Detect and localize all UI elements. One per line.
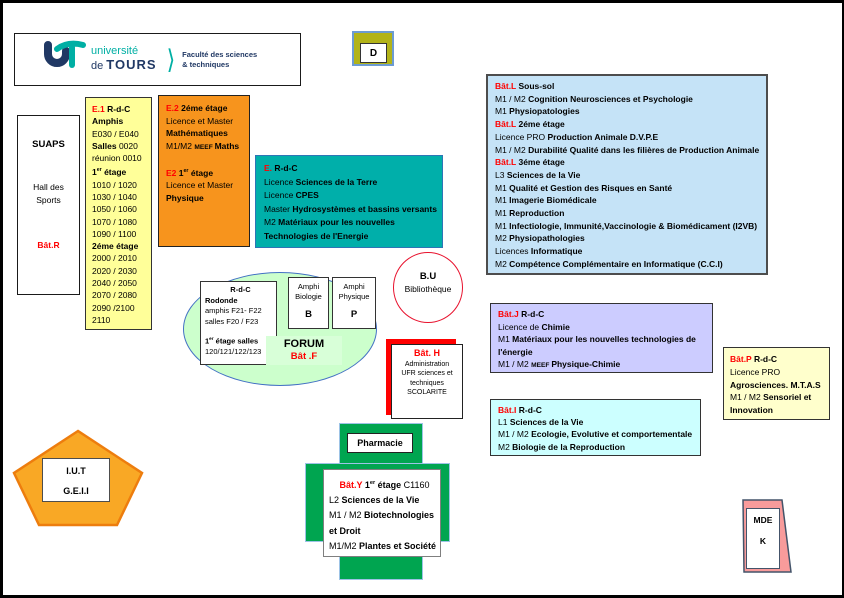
building-l: Bât.L Sous-sol M1 / M2 Cognition Neurosciences et Psychologie M1 Physiopatologies Bât.L 2éme étage Licence PRO Production Animale D.V.P.E M1 / M2 Durabilité Qualité dans les filières de Production Animale Bât.L 3éme étage L3 Sciences de la Vie M1 Qualité et Gestion des Risques en Santé M1 Imagerie Biomédicale M1 Reproduction M1 Infectiologie, Immunité,Vaccinologie & Biomédicament (I2VB) M2 Physiopathologies Licences Informatique M2 Compétence Complémentaire en Informatique (C.C.I) [486,74,768,275]
left-border [0,0,3,598]
faculty-name: Faculté des sciences & techniques [182,50,258,69]
forum-label [266,336,342,365]
building-i: Bât.I R-d-C L1 Sciences de la Vie M1 / M2 Ecologie, Evolutive et comportementale M2 Biologie de la Reproduction [490,399,701,456]
university-logo-banner [14,33,301,86]
pharmacie-label: Pharmacie [347,433,413,453]
building-e2: E.2 2éme étage Licence et Master Mathématiques M1/M2 MEEF Maths E2 1er étage Licence et Master Physique [158,95,250,247]
building-j: Bât.J R-d-C Licence de Chimie M1 Matériaux pour les nouvelles technologies de l'énergie M1 / M2 MEEF Physique-Chimie [490,303,713,373]
building-mde-k: MDE K [746,508,780,569]
logo-universite: université [91,45,139,58]
amphi-physique: Amphi Physique P [332,277,376,329]
building-y: Bât.Y 1er étage C1160 L2 Sciences de la Vie M1 / M2 Biotechnologies et Droit M1/M2 Plantes et Société [323,469,441,557]
top-border [0,0,844,3]
logo-wordmark [91,46,157,72]
building-p: Bât.P R-d-C Licence PRO Agrosciences. M.T.A.S M1 / M2 Sensoriel et Innovation [723,347,830,420]
building-r-suaps: SUAPS Hall des Sports Bât.R [17,115,80,295]
forum-batf-label: Bât .F [290,351,318,362]
logo-de-tours: de TOURS [91,57,157,72]
building-e: E. R-d-C Licence Sciences de la Terre Licence CPES Master Hydrosystèmes et bassins versants M2 Matériaux pour les nouvelles Technologies de l'Energie [255,155,443,248]
building-h: Bât. H Administration UFR sciences et techniques SCOLARITE [391,344,463,419]
forum-title: FORUM [283,338,325,350]
building-iut-geii: I.U.T G.E.I.I [42,458,110,502]
library-bu-circle: B.U Bibliothèque [393,252,463,323]
building-e1: E.1 R-d-C Amphis E030 / E040 Salles 0020 réunion 0010 1er étage 1010 / 1020 1030 / 1040 1050 / 1060 1070 / 1080 1090 / 1100 2éme étage 2000 / 2010 2020 / 2030 2040 / 2050 2070 / 2080 2090 /2100 2110 [85,97,152,330]
forum-rodonde-info: R-d-C Rodonde amphis F21- F22 salles F20 / F23 1er étage salles 120/121/122/123 [200,281,277,365]
amphi-biologie: Amphi Biologie B [288,277,329,329]
ut-logo-icon [41,40,87,79]
building-d-label: D [360,43,387,63]
logo-separator: ⟩ [166,43,176,74]
